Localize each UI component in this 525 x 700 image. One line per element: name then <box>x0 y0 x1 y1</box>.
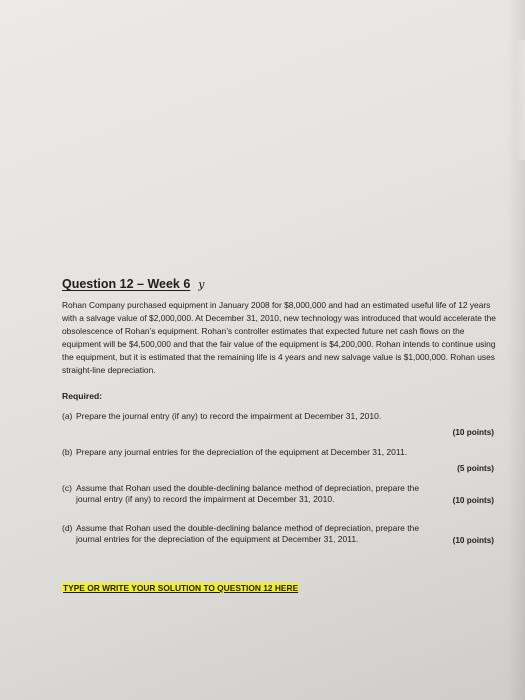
question-heading <box>62 277 502 291</box>
handwritten-mark: y <box>198 278 205 291</box>
question-d-points: (10 points) <box>452 536 494 545</box>
question-a <box>62 411 502 447</box>
question-b-points: (5 points) <box>457 464 494 473</box>
question-c-label: (c) <box>62 483 72 493</box>
question-b <box>62 447 502 483</box>
document-body <box>62 277 502 563</box>
required-label: Required: <box>62 391 103 401</box>
question-c <box>62 483 502 523</box>
question-a-points: (10 points) <box>452 428 494 437</box>
question-c-points: (10 points) <box>452 496 494 505</box>
question-b-label: (b) <box>62 447 73 457</box>
question-title: Question 12 – Week 6 <box>62 277 191 291</box>
question-a-text: Prepare the journal entry (if any) to record the impairment at December 31, 2010. <box>76 411 382 421</box>
question-c-text: Assume that Rohan used the double-declining balance method of depreciation, prepare the journal entry (if any) to record the impairment at December 31, 2010. <box>76 483 420 504</box>
question-b-text: Prepare any journal entries for the depreciation of the equipment at December 31, 2011. <box>76 447 408 457</box>
solution-instruction: TYPE OR WRITE YOUR SOLUTION TO QUESTION 12 HERE <box>63 583 299 593</box>
question-d-label: (d) <box>62 523 73 533</box>
question-d <box>62 523 502 563</box>
page-fold <box>515 40 525 160</box>
question-a-label: (a) <box>62 411 73 421</box>
question-d-text: Assume that Rohan used the double-declining balance method of depreciation, prepare the journal entries for the depreciation of the equipment at December 31, 2011. <box>76 523 420 544</box>
problem-paragraph: Rohan Company purchased equipment in January 2008 for $8,000,000 and had an estimated useful life of 12 years with a salvage value of $2,000,000. At December 31, 2010, new technology was introduced that would accelerate the obsolescence of Rohan’s equipment. Rohan’s controller estimates that expected future net cash flows on the equipment will be $4,500,000 and that the fair value of the equipment is $4,200,000. Rohan intends to continue using the equipment, but it is estimated that the remaining life is 4 years and new salvage value is $1,000,000. Rohan uses straight-line depreciation. <box>62 300 496 375</box>
